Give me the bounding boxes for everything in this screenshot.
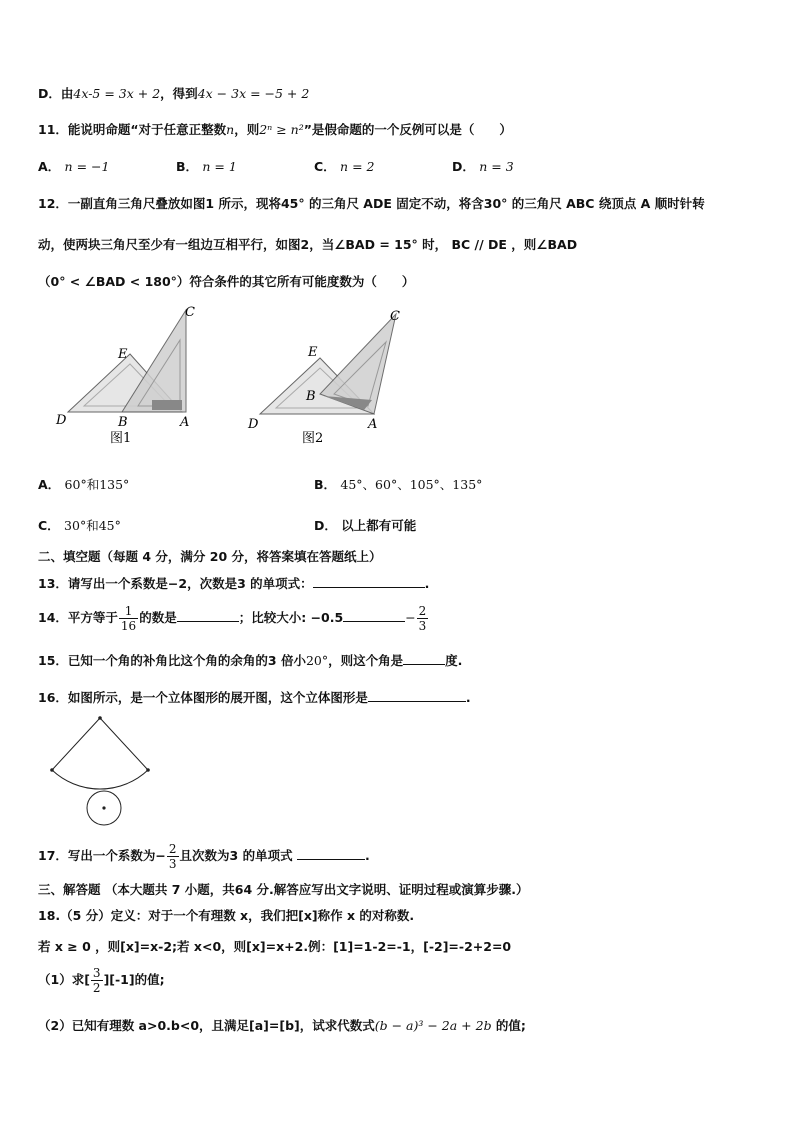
option-value: n = 2 bbox=[340, 159, 375, 174]
question-14 bbox=[38, 598, 429, 638]
question-text: 写出一个系数为− bbox=[67, 848, 166, 863]
question-number: 17． bbox=[38, 848, 68, 863]
question-16 bbox=[38, 688, 471, 706]
denominator: 3 bbox=[418, 619, 427, 633]
question-text: （2）已知有理数 a>0.b<0，且满足[a]=[b]，试求代数式 bbox=[38, 1018, 375, 1033]
q12-option-d[interactable] bbox=[314, 516, 416, 534]
option-value: 45°、60°、105°、135° bbox=[340, 477, 483, 492]
q11-option-b[interactable] bbox=[176, 157, 237, 175]
option-label: B． bbox=[176, 159, 199, 174]
question-text: 平方等于 bbox=[67, 610, 118, 625]
q10-option-d bbox=[38, 84, 309, 102]
question-text: 度. bbox=[445, 653, 463, 668]
option-label: D． bbox=[38, 86, 61, 101]
math-expression: 4x − 3x = −5 + 2 bbox=[197, 86, 310, 101]
math-expression: (b − a)³ − 2a + 2b bbox=[374, 1018, 492, 1033]
label-e: E bbox=[308, 345, 318, 360]
question-text: ；比较大小: −0.5 bbox=[238, 610, 344, 625]
option-value: n = 1 bbox=[202, 159, 237, 174]
section-2-heading: 二、填空题（每题 4 分，满分 20 分，将答案填在答题纸上） bbox=[38, 549, 382, 564]
answer-blank[interactable] bbox=[403, 652, 445, 665]
vertex-dot bbox=[146, 768, 150, 772]
question-number: 13． bbox=[38, 576, 68, 591]
question-text: 的数是 bbox=[139, 610, 177, 625]
fraction bbox=[119, 604, 138, 633]
question-13 bbox=[38, 574, 429, 592]
question-number: 12． bbox=[38, 196, 68, 211]
numerator: 3 bbox=[92, 966, 101, 980]
overlap-shade bbox=[152, 400, 182, 410]
label-c: C bbox=[185, 305, 195, 320]
q11-option-c[interactable] bbox=[314, 157, 374, 175]
section-3-heading: 三、解答题 （本大题共 7 小题，共64 分.解答应写出文字说明、证明过程或演算步骤.） bbox=[38, 882, 529, 897]
question-18 bbox=[38, 906, 414, 924]
figure-1 bbox=[52, 302, 212, 447]
center-dot bbox=[102, 806, 105, 809]
fraction bbox=[167, 842, 179, 871]
question-12-line3 bbox=[38, 272, 414, 290]
fraction bbox=[91, 966, 103, 995]
question-number: 18. bbox=[38, 908, 61, 923]
question-17 bbox=[38, 836, 370, 876]
denominator: 16 bbox=[120, 619, 137, 633]
figure-1-caption: 图1 bbox=[110, 431, 132, 446]
vertex-dot bbox=[50, 768, 54, 772]
numerator: 2 bbox=[418, 604, 427, 618]
question-text: 如图所示，是一个立体图形的展开图，这个立体图形是 bbox=[67, 690, 368, 705]
question-18-part-2 bbox=[38, 1016, 526, 1034]
option-value: 60°和135° bbox=[64, 477, 130, 492]
question-text: 已知一个角的补角比这个角的余角的3 倍小 bbox=[67, 653, 306, 668]
question-text: 请写出一个系数是−2，次数是3 的单项式： bbox=[67, 576, 313, 591]
question-text: ][-1]的值; bbox=[103, 972, 165, 987]
question-number: 15． bbox=[38, 653, 68, 668]
label-c: C bbox=[390, 309, 400, 324]
question-number: 16． bbox=[38, 690, 68, 705]
figure-2 bbox=[244, 302, 414, 447]
label-a: A bbox=[368, 417, 378, 432]
option-label: C． bbox=[38, 518, 60, 533]
fraction bbox=[417, 604, 429, 633]
text: . bbox=[364, 848, 370, 863]
sector-shape bbox=[52, 718, 148, 789]
answer-blank[interactable] bbox=[343, 609, 405, 622]
question-text: ”是假命题的一个反例可以是（ ） bbox=[303, 122, 512, 137]
label-e: E bbox=[118, 347, 128, 362]
angle-value: 20° bbox=[305, 653, 329, 668]
cone-net-figure bbox=[44, 710, 164, 832]
answer-blank[interactable] bbox=[368, 689, 466, 702]
question-text: （5 分）定义：对于一个有理数 x，我们把[x]称作 x 的对称数. bbox=[60, 908, 415, 923]
question-text: 且次数为3 的单项式 bbox=[179, 848, 293, 863]
math-var: n bbox=[226, 122, 235, 137]
question-15 bbox=[38, 651, 462, 669]
text: . bbox=[465, 690, 471, 705]
math-expression: 2ⁿ ≥ n² bbox=[259, 122, 304, 137]
label-a: A bbox=[180, 415, 190, 430]
math-expression: 4x-5 = 3x + 2 bbox=[73, 86, 161, 101]
answer-blank[interactable] bbox=[297, 847, 365, 860]
option-label: D． bbox=[314, 518, 337, 533]
q11-option-a[interactable] bbox=[38, 157, 109, 175]
question-text: 能说明命题“对于任意正整数 bbox=[67, 122, 227, 137]
question-12 bbox=[38, 194, 705, 212]
question-text: 动，使两块三角尺至少有一组边互相平行，如图2，当∠BAD = 15° 时， BC // DE ，则∠BAD bbox=[38, 237, 578, 252]
question-text: （1）求[ bbox=[38, 972, 90, 987]
option-label: A． bbox=[38, 477, 61, 492]
question-text: ，则这个角是 bbox=[328, 653, 404, 668]
label-b: B bbox=[118, 415, 128, 430]
minus-sign: − bbox=[405, 610, 416, 625]
question-18-definition: 若 x ≥ 0 ，则[x]=x-2;若 x<0，则[x]=x+2.例：[1]=1-2=-1，[-2]=-2+2=0 bbox=[38, 939, 512, 954]
question-text: 的值; bbox=[491, 1018, 526, 1033]
option-value: n = −1 bbox=[64, 159, 110, 174]
label-b: B bbox=[306, 389, 316, 404]
question-text: 一副直角三角尺叠放如图1 所示，现将45° 的三角尺 ADE 固定不动，将含30° 的三角尺 ABC 绕顶点 A 顺时针转 bbox=[67, 196, 705, 211]
question-12-line2 bbox=[38, 235, 577, 253]
option-label: A． bbox=[38, 159, 61, 174]
answer-blank[interactable] bbox=[177, 609, 239, 622]
q12-option-c[interactable] bbox=[38, 516, 121, 534]
question-number: 14． bbox=[38, 610, 68, 625]
option-label: C． bbox=[314, 159, 336, 174]
option-label: D． bbox=[452, 159, 475, 174]
denominator: 3 bbox=[168, 857, 177, 871]
denominator: 2 bbox=[92, 981, 101, 995]
question-18-part-1 bbox=[38, 960, 165, 1000]
text: 由 bbox=[60, 86, 74, 101]
q12-option-b[interactable] bbox=[314, 475, 482, 493]
question-text: ，则 bbox=[234, 122, 260, 137]
vertex-dot bbox=[98, 716, 102, 720]
label-d: D bbox=[56, 413, 67, 428]
question-text: （0° < ∠BAD < 180°）符合条件的其它所有可能度数为（ ） bbox=[38, 274, 415, 289]
question-number: 11． bbox=[38, 122, 68, 137]
option-value: n = 3 bbox=[479, 159, 514, 174]
label-d: D bbox=[248, 417, 259, 432]
numerator: 1 bbox=[119, 604, 138, 619]
q12-option-a[interactable] bbox=[38, 475, 129, 493]
figure-2-caption: 图2 bbox=[302, 431, 324, 446]
answer-blank[interactable] bbox=[313, 575, 425, 588]
option-value: 30°和45° bbox=[64, 518, 121, 533]
option-label: B． bbox=[314, 477, 337, 492]
option-value: 以上都有可能 bbox=[341, 518, 417, 533]
question-11 bbox=[38, 120, 512, 138]
q11-option-d[interactable] bbox=[452, 157, 514, 175]
text: ，得到 bbox=[160, 86, 198, 101]
text: . bbox=[424, 576, 430, 591]
numerator: 2 bbox=[168, 842, 177, 856]
